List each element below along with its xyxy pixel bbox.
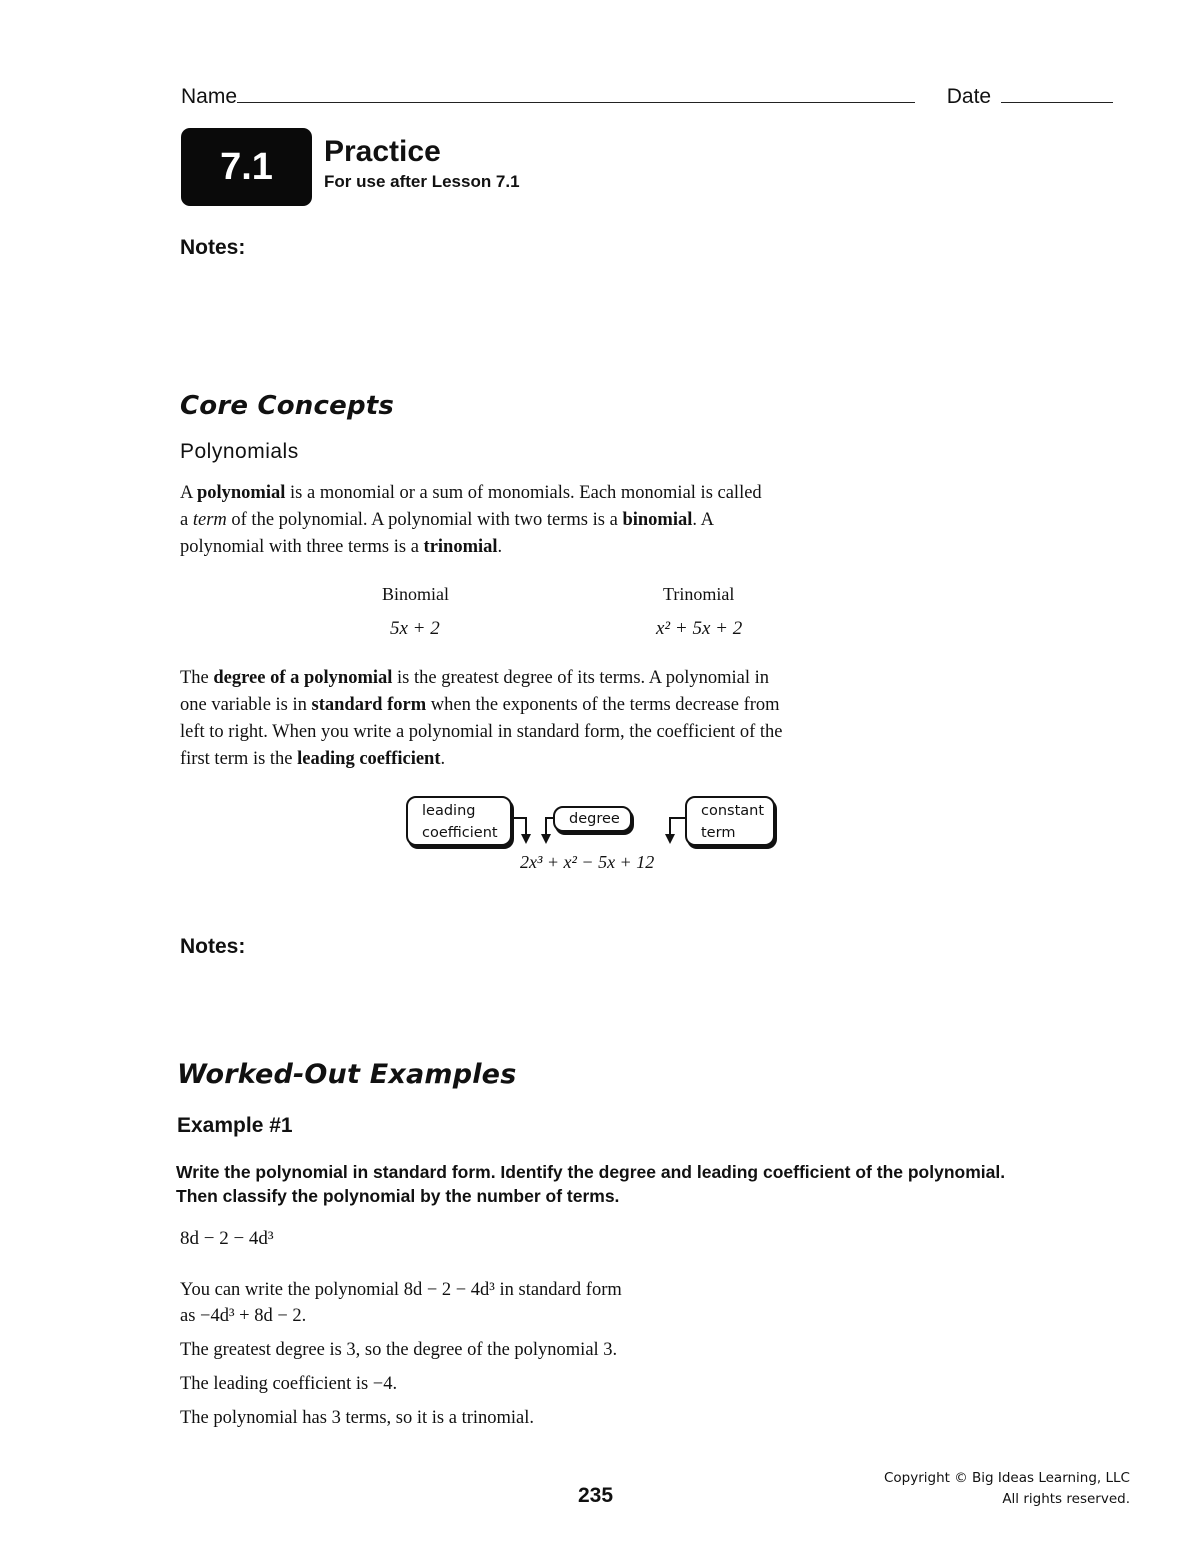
text-run: one variable is in (180, 695, 312, 715)
date-blank[interactable] (1001, 84, 1113, 103)
polynomial-definition (180, 480, 900, 561)
date-label: Date (946, 85, 992, 108)
text-run: . (440, 749, 446, 769)
worked-examples-heading: Worked-Out Examples (177, 1059, 517, 1090)
degree-callout: degree (553, 806, 632, 832)
solution-line-2: as −4d³ + 8d − 2. (180, 1306, 307, 1326)
solution-line-3: The greatest degree is 3, so the degree of the polynomial 3. (180, 1340, 618, 1360)
text-run: trinomial (423, 537, 498, 557)
notes-label-1: Notes: (180, 236, 246, 259)
solution-line-1: You can write the polynomial 8d − 2 − 4d³ in standard form (180, 1280, 622, 1300)
text-run: degree of a polynomial (213, 668, 393, 688)
text-run: The (180, 668, 214, 688)
page-title: Practice (324, 135, 441, 168)
text-run: leading coefficient (297, 749, 441, 769)
copyright-line-2: All rights reserved. (1002, 1491, 1130, 1507)
text-run: . A (692, 510, 714, 530)
text-run: is the greatest degree of its terms. A polynomial in (392, 668, 769, 688)
text-run: of the polynomial. A polynomial with two terms is a (226, 510, 623, 530)
trinomial-label: Trinomial (663, 584, 735, 604)
constant-term-callout: constant term (685, 796, 775, 846)
polynomials-subheading: Polynomials (180, 440, 299, 463)
name-blank[interactable] (237, 84, 915, 103)
text-run: binomial (622, 510, 693, 530)
text-run: is a monomial or a sum of monomials. Each monomial is called (285, 483, 762, 503)
core-concepts-heading: Core Concepts (180, 391, 395, 421)
text-run: a (180, 510, 193, 530)
leading-coefficient-callout: leading coefficient (406, 796, 512, 846)
lesson-badge: 7.1 (181, 128, 312, 206)
example-given-expression: 8d − 2 − 4d³ (180, 1228, 274, 1249)
solution-line-4: The leading coefficient is −4. (180, 1374, 398, 1394)
page-number: 235 (578, 1484, 614, 1507)
text-run: term (192, 510, 227, 530)
text-run: standard form (311, 695, 427, 715)
notes-label-2: Notes: (180, 935, 246, 958)
example-title: Example #1 (177, 1114, 293, 1137)
diagram-expression: 2x³ + x² − 5x + 12 (520, 852, 655, 872)
degree-definition (180, 665, 900, 773)
text-run: polynomial (196, 483, 286, 503)
text-run: . (497, 537, 503, 557)
name-date-line (181, 84, 1113, 109)
trinomial-example: x² + 5x + 2 (656, 618, 743, 639)
binomial-label: Binomial (382, 584, 449, 604)
binomial-example: 5x + 2 (390, 618, 440, 639)
copyright (884, 1468, 1130, 1510)
copyright-line-1: Copyright © Big Ideas Learning, LLC (883, 1470, 1130, 1486)
page-subtitle: For use after Lesson 7.1 (324, 172, 520, 191)
text-run: A (180, 483, 197, 503)
example-instruction: Write the polynomial in standard form. Identify the degree and leading coefficient of the polynomial. Then classify the polynomial by the number of terms. (176, 1162, 1006, 1206)
solution-line-5: The polynomial has 3 terms, so it is a trinomial. (180, 1408, 535, 1428)
text-run: left to right. When you write a polynomial in standard form, the coefficient of the (180, 722, 783, 742)
text-run: first term is the (180, 749, 298, 769)
text-run: when the exponents of the terms decrease from (426, 695, 780, 715)
polynomial-parts-diagram (400, 790, 800, 880)
name-label: Name (181, 85, 238, 108)
text-run: polynomial with three terms is a (180, 537, 424, 557)
